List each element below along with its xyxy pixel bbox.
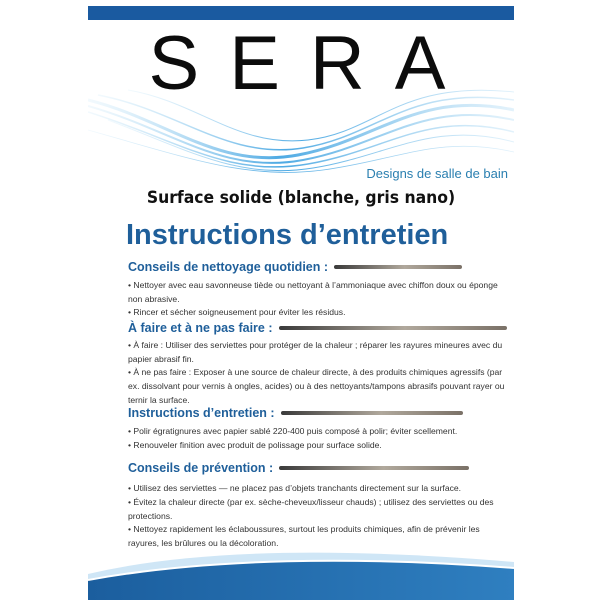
section-heading-label: Conseils de nettoyage quotidien : [128, 260, 329, 274]
section-divider [281, 411, 463, 415]
section-heading-maintenance [128, 406, 463, 420]
list-item: • Polir égratignures avec papier sablé 220-400 puis composé à polir; éviter scellement. [128, 426, 458, 436]
section-heading-dos-donts [128, 321, 507, 335]
top-banner [88, 6, 514, 20]
list-item: • Utilisez des serviettes — ne placez pas d’objets tranchants directement sur la surface. [128, 483, 462, 493]
page-title: Instructions d’entretien [126, 219, 449, 251]
instruction-sheet [88, 0, 514, 600]
section-heading-prevention [128, 461, 469, 475]
list-item: • Évitez la chaleur directe (par ex. sèche-cheveux/lisseur chauds) ; utilisez des serviettes ou des protections. [128, 497, 494, 521]
list-item: • Rincer et sécher soigneusement pour éviter les résidus. [128, 307, 346, 317]
section-heading-daily [128, 260, 462, 274]
section-heading-label: À faire et à ne pas faire : [128, 321, 273, 335]
footer-wave-graphic [88, 540, 514, 600]
section-divider [334, 265, 462, 269]
section-divider [279, 326, 507, 330]
section-heading-label: Conseils de prévention : [128, 461, 274, 475]
list-item: • Renouveler finition avec produit de polissage pour surface solide. [128, 440, 382, 450]
list-item: • Nettoyer avec eau savonneuse tiède ou nettoyant à l’ammoniaque avec chiffon doux ou éponge non abrasive. [128, 280, 498, 304]
brand-tagline: Designs de salle de bain [366, 166, 508, 181]
list-item: • À ne pas faire : Exposer à une source de chaleur directe, à des produits chimiques agressifs (par ex. dissolvant pour vernis à ongles, acides) ou à des nettoyants/tampons abrasifs pouvant rayer ou ternir la surface. [128, 367, 505, 405]
section-divider [279, 466, 469, 470]
section-heading-label: Instructions d’entretien : [128, 406, 275, 420]
list-item: • À faire : Utiliser des serviettes pour protéger de la chaleur ; réparer les rayures mineures avec du papier abrasif fin. [128, 340, 503, 364]
brand-logo: SERA [148, 21, 476, 106]
surface-title: Surface solide (blanche, gris nano) [146, 188, 456, 208]
list-item: • Nettoyez rapidement les éclaboussures, surtout les produits chimiques, afin de prévenir les rayures, les brûlures ou la décoloration. [128, 524, 480, 548]
